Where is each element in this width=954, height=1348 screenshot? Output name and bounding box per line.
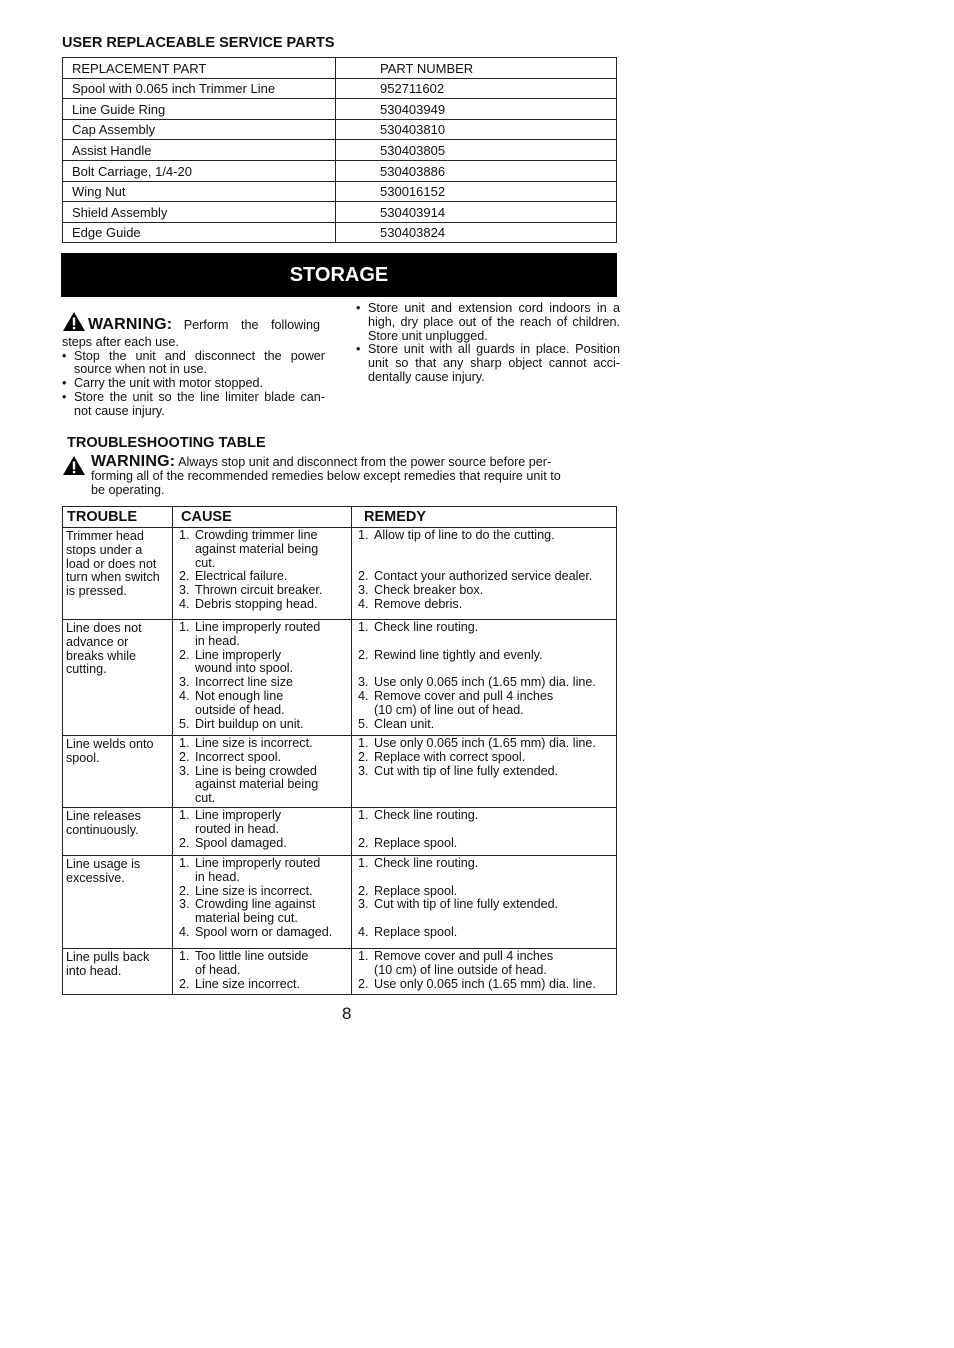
list-item: • Stop the unit and disconnect the power source when not in use.	[62, 350, 325, 378]
table-header-row	[63, 507, 617, 528]
trouble-text: load or does not	[66, 556, 157, 571]
list-item	[358, 857, 614, 871]
part-number: 530403949	[336, 99, 617, 120]
list-item	[179, 898, 349, 926]
list-item	[179, 978, 349, 992]
list-item	[358, 926, 614, 940]
table-row	[63, 160, 617, 181]
item-text: Allow tip of line to do the cutting.	[374, 528, 555, 542]
item-number: 3.	[179, 583, 190, 598]
list-item: • Store unit and extension cord indoors in a high, dry place out of the reach of children. Store unit unplugged.	[356, 302, 620, 343]
table-row	[63, 856, 617, 949]
cause-cell	[173, 736, 352, 808]
header-cause: CAUSE	[173, 507, 352, 528]
list-item	[358, 529, 614, 543]
cause-cell	[173, 949, 352, 995]
list-item	[179, 676, 349, 690]
item-text: Replace spool.	[374, 883, 458, 898]
trouble-text: advance or	[66, 634, 129, 649]
part-number: 530403914	[336, 202, 617, 223]
table-header-row	[63, 58, 617, 79]
part-number: 952711602	[336, 78, 617, 99]
item-text: Incorrect spool.	[195, 749, 282, 764]
trouble-text: Line releases	[66, 809, 141, 823]
cause-cell	[173, 620, 352, 736]
item-number: 2.	[179, 835, 190, 850]
trouble-text: Line does not	[66, 621, 142, 635]
list-item: • Store the unit so the line limiter blade can-not cause injury.	[62, 391, 325, 419]
part-number: 530403805	[336, 140, 617, 161]
part-name: Edge Guide	[63, 222, 336, 243]
item-text: Cut with tip of line fully extended.	[374, 897, 559, 912]
item-text: Dirt buildup on unit.	[195, 716, 304, 731]
warning-triangle-icon	[62, 311, 86, 336]
list-item	[179, 621, 349, 649]
item-text: material being cut.	[195, 911, 298, 926]
storage-warning	[62, 311, 325, 336]
trouble-text: Line welds onto	[66, 737, 154, 751]
item-number: 4.	[179, 688, 190, 703]
warning-text-1: Always stop unit and disconnect from the power source before per-	[178, 455, 552, 469]
warning-text-3: be operating.	[91, 482, 165, 497]
list-item	[179, 690, 349, 718]
table-row	[63, 181, 617, 202]
table-row	[63, 620, 617, 736]
item-number: 1.	[358, 808, 369, 822]
item-number: 2.	[179, 883, 190, 898]
item-number: 3.	[179, 763, 190, 778]
list-item	[179, 649, 349, 677]
item-text: Replace with correct spool.	[374, 749, 526, 764]
item-text: Replace spool.	[374, 835, 458, 850]
table-row	[63, 119, 617, 140]
list-item	[358, 898, 614, 912]
table-row	[63, 202, 617, 223]
item-text: Cut with tip of line fully extended.	[374, 763, 559, 778]
trouble-cell	[63, 736, 173, 808]
list-item	[358, 570, 614, 584]
list-item	[179, 529, 349, 570]
list-item	[358, 690, 614, 718]
item-number: 3.	[358, 675, 369, 690]
list-item	[358, 809, 614, 823]
item-number: 1.	[179, 620, 190, 634]
trouble-cell	[63, 620, 173, 736]
warning-text-2: steps after each use.	[62, 334, 179, 349]
item-number: 2.	[358, 647, 369, 662]
cause-cell	[173, 856, 352, 949]
trouble-cell	[63, 856, 173, 949]
item-number: 2.	[358, 976, 369, 991]
item-text: Line size is incorrect.	[195, 736, 313, 750]
page-number: 8	[342, 1004, 352, 1023]
item-number: 1.	[358, 949, 369, 963]
trouble-text: spool.	[66, 750, 100, 765]
item-text: (10 cm) of line outside of head.	[374, 962, 547, 977]
table-row	[63, 140, 617, 161]
item-text: cut.	[195, 555, 216, 570]
item-text: Use only 0.065 inch (1.65 mm) dia. line.	[374, 976, 596, 991]
item-number: 2.	[358, 835, 369, 850]
table-row	[63, 736, 617, 808]
table-row	[63, 528, 617, 620]
part-name: Bolt Carriage, 1/4-20	[63, 160, 336, 181]
warning-label: WARNING:	[91, 453, 176, 470]
trouble-text: continuously.	[66, 822, 139, 837]
troubleshooting-title: TROUBLESHOOTING TABLE	[67, 435, 266, 451]
item-text: Electrical failure.	[195, 569, 288, 584]
cause-cell	[173, 528, 352, 620]
remedy-cell	[352, 856, 617, 949]
item-text: Line size is incorrect.	[195, 883, 313, 898]
item-number: 3.	[179, 675, 190, 690]
trouble-text: cutting.	[66, 662, 107, 677]
item-text: Incorrect line size	[195, 675, 293, 690]
item-text: Use only 0.065 inch (1.65 mm) dia. line.	[374, 736, 596, 750]
item-text: Line size incorrect.	[195, 976, 300, 991]
list-item: • Store unit with all guards in place. Position unit so that any sharp object cannot acci-dentally cause injury.	[356, 343, 620, 384]
list-item	[358, 751, 614, 765]
list-item	[179, 926, 349, 940]
item-number: 4.	[358, 688, 369, 703]
item-text: Use only 0.065 inch (1.65 mm) dia. line.	[374, 675, 596, 690]
item-text: Spool worn or damaged.	[195, 924, 333, 939]
list-item: • Carry the unit with motor stopped.	[62, 377, 325, 391]
item-text: cut.	[195, 791, 216, 806]
part-name: Line Guide Ring	[63, 99, 336, 120]
item-number: 4.	[358, 924, 369, 939]
item-text: Check line routing.	[374, 856, 479, 870]
part-number: 530403824	[336, 222, 617, 243]
remedy-cell	[352, 528, 617, 620]
storage-left-list	[62, 350, 325, 419]
item-text: Remove cover and pull 4 inches	[374, 688, 554, 703]
item-text: of head.	[195, 962, 241, 977]
item-text: Debris stopping head.	[195, 596, 318, 611]
item-text: Line is being crowded	[195, 763, 317, 778]
item-number: 1.	[179, 856, 190, 870]
warning-text-2: forming all of the recommended remedies below except remedies that require unit to	[91, 468, 561, 483]
item-text: Crowding line against	[195, 897, 316, 912]
part-number: 530403810	[336, 119, 617, 140]
cause-cell	[173, 808, 352, 856]
part-number: 530403886	[336, 160, 617, 181]
list-item	[179, 570, 349, 584]
warning-text-1: Perform the following	[183, 318, 321, 332]
trouble-text: Line usage is	[66, 857, 141, 871]
trouble-text: breaks while	[66, 648, 136, 663]
table-row	[63, 99, 617, 120]
storage-heading: STORAGE	[61, 253, 617, 297]
header-remedy: REMEDY	[352, 507, 617, 528]
item-number: 2.	[179, 976, 190, 991]
list-item	[179, 737, 349, 751]
trouble-text: is pressed.	[66, 584, 127, 599]
storage-right-column	[356, 302, 620, 385]
header-trouble: TROUBLE	[63, 507, 173, 528]
item-text: Remove cover and pull 4 inches	[374, 949, 554, 963]
trouble-text: Trimmer head	[66, 529, 144, 543]
item-text: Check line routing.	[374, 620, 479, 634]
list-item	[179, 751, 349, 765]
item-text: Spool damaged.	[195, 835, 287, 850]
item-number: 4.	[179, 924, 190, 939]
item-number: 2.	[358, 569, 369, 584]
item-number: 3.	[358, 897, 369, 912]
item-number: 4.	[179, 596, 190, 611]
item-text: Crowding trimmer line	[195, 528, 318, 542]
item-text: Rewind line tightly and evenly.	[374, 647, 543, 662]
trouble-text: excessive.	[66, 870, 125, 885]
item-number: 2.	[179, 749, 190, 764]
item-text: (10 cm) of line out of head.	[374, 702, 524, 717]
trouble-cell	[63, 528, 173, 620]
item-number: 2.	[179, 647, 190, 662]
trouble-text: stops under a	[66, 542, 143, 557]
list-item	[358, 649, 614, 663]
storage-left-column	[62, 311, 325, 419]
warning-triangle-icon	[62, 455, 86, 480]
trouble-cell	[63, 808, 173, 856]
trouble-cell	[63, 949, 173, 995]
item-number: 3.	[358, 583, 369, 598]
part-name: Assist Handle	[63, 140, 336, 161]
warning-label: WARNING:	[88, 316, 173, 333]
list-item	[358, 737, 614, 751]
trouble-text: turn when switch	[66, 570, 160, 585]
list-item	[358, 765, 614, 779]
item-text: against material being	[195, 777, 319, 792]
table-row	[63, 949, 617, 995]
item-number: 5.	[179, 716, 190, 731]
part-number: 530016152	[336, 181, 617, 202]
item-number: 4.	[358, 596, 369, 611]
part-name: Spool with 0.065 inch Trimmer Line	[63, 78, 336, 99]
item-text: against material being	[195, 541, 319, 556]
item-number: 2.	[358, 749, 369, 764]
remedy-cell	[352, 808, 617, 856]
item-number: 1.	[179, 808, 190, 822]
remedy-cell	[352, 736, 617, 808]
item-text: Line improperly	[195, 808, 282, 822]
service-parts-table	[62, 57, 617, 243]
remedy-cell	[352, 620, 617, 736]
table-row	[63, 222, 617, 243]
list-item	[358, 978, 614, 992]
item-text: Not enough line	[195, 688, 284, 703]
item-number: 1.	[179, 528, 190, 542]
item-number: 1.	[179, 949, 190, 963]
item-number: 5.	[358, 716, 369, 731]
list-item	[179, 809, 349, 837]
storage-right-list	[356, 302, 620, 385]
list-item	[179, 718, 349, 732]
item-number: 1.	[358, 528, 369, 542]
item-text: Line improperly	[195, 647, 282, 662]
item-text: Line improperly routed	[195, 620, 321, 634]
item-text: Too little line outside	[195, 949, 309, 963]
list-item	[179, 950, 349, 978]
header-replacement-part: REPLACEMENT PART	[63, 58, 336, 79]
list-item	[358, 837, 614, 851]
part-name: Cap Assembly	[63, 119, 336, 140]
item-number: 2.	[179, 569, 190, 584]
list-item	[358, 950, 614, 978]
item-text: wound into spool.	[195, 661, 294, 676]
part-name: Wing Nut	[63, 181, 336, 202]
item-number: 1.	[358, 736, 369, 750]
item-text: Clean unit.	[374, 716, 435, 731]
troubleshooting-warning	[62, 455, 597, 497]
service-parts-title: USER REPLACEABLE SERVICE PARTS	[62, 35, 335, 51]
list-item	[358, 621, 614, 635]
item-text: in head.	[195, 633, 240, 648]
item-text: Remove debris.	[374, 596, 463, 611]
list-item	[358, 718, 614, 732]
troubleshooting-table	[62, 506, 617, 995]
item-number: 1.	[179, 736, 190, 750]
remedy-cell	[352, 949, 617, 995]
part-name: Shield Assembly	[63, 202, 336, 223]
list-item	[179, 857, 349, 885]
item-number: 3.	[179, 897, 190, 912]
list-item	[358, 598, 614, 612]
list-item	[179, 837, 349, 851]
item-text: in head.	[195, 869, 240, 884]
item-text: routed in head.	[195, 821, 280, 836]
list-item	[179, 584, 349, 598]
item-number: 3.	[358, 763, 369, 778]
list-item	[179, 765, 349, 806]
trouble-text: Line pulls back	[66, 950, 150, 964]
item-number: 1.	[358, 620, 369, 634]
list-item	[358, 885, 614, 899]
trouble-text: into head.	[66, 963, 122, 978]
item-text: Check line routing.	[374, 808, 479, 822]
list-item	[179, 885, 349, 899]
table-row	[63, 808, 617, 856]
item-text: Line improperly routed	[195, 856, 321, 870]
list-item	[358, 584, 614, 598]
item-number: 2.	[358, 883, 369, 898]
item-text: Contact your authorized service dealer.	[374, 569, 593, 584]
item-number: 1.	[358, 856, 369, 870]
header-part-number: PART NUMBER	[336, 58, 617, 79]
item-text: Replace spool.	[374, 924, 458, 939]
list-item	[179, 598, 349, 612]
item-text: outside of head.	[195, 702, 285, 717]
item-text: Check breaker box.	[374, 583, 484, 598]
table-row	[63, 78, 617, 99]
item-text: Thrown circuit breaker.	[195, 583, 323, 598]
list-item	[358, 676, 614, 690]
